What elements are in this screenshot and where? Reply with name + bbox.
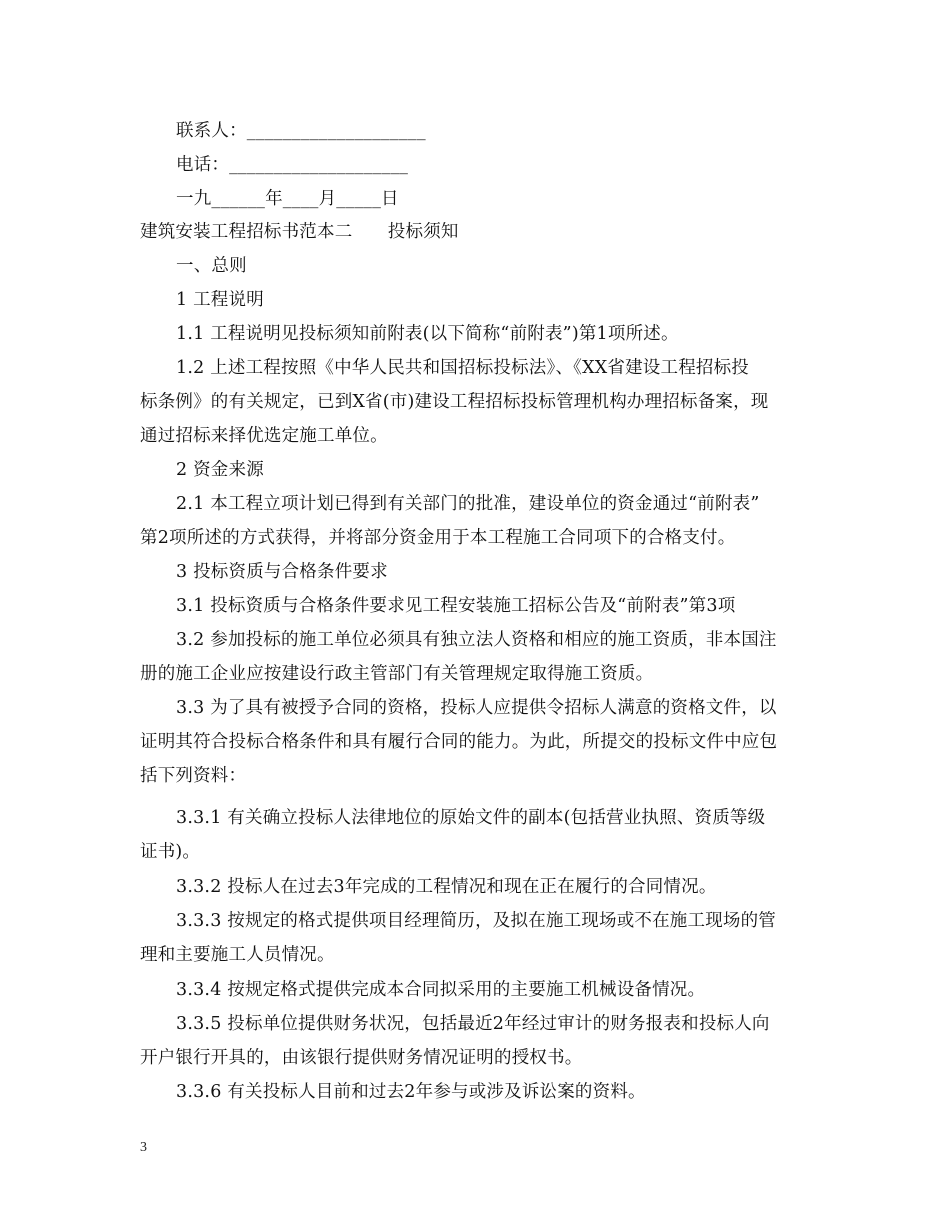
paragraph-3-3-3-line1: 3.3.3 按规定的格式提供项目经理简历，及拟在施工现场或不在施工现场的管 <box>176 911 776 931</box>
paragraph-3-3-5-line1: 3.3.5 投标单位提供财务状况，包括最近2年经过审计的财务报表和投标人向 <box>176 1014 770 1034</box>
subsection-heading-1: 1 工程说明 <box>176 290 264 310</box>
page-number: 3 <box>140 1140 147 1155</box>
paragraph-3-3-line3: 括下列资料： <box>140 766 247 786</box>
paragraph-1-2-line2: 标条例》的有关规定，已到X省(市)建设工程招标投标管理机构办理招标备案，现 <box>140 392 769 412</box>
contact-line: 联系人：____________________ <box>176 121 426 141</box>
paragraph-3-3-5-line2: 开户银行开具的，由该银行提供财务情况证明的授权书。 <box>140 1048 583 1068</box>
paragraph-3-3-6: 3.3.6 有关投标人目前和过去2年参与或涉及诉讼案的资料。 <box>176 1082 646 1102</box>
paragraph-2-1-line2: 第2项所述的方式获得，并将部分资金用于本工程施工合同项下的合格支付。 <box>140 528 736 548</box>
subsection-heading-3: 3 投标资质与合格条件要求 <box>176 562 388 582</box>
document-heading: 建筑安装工程招标书范本二 投标须知 <box>140 222 459 242</box>
paragraph-3-2-line2: 册的施工企业应按建设行政主管部门有关管理规定取得施工资质。 <box>140 664 654 684</box>
paragraph-1-1: 1.1 工程说明见投标须知前附表(以下简称“前附表”)第1项所述。 <box>176 324 679 344</box>
paragraph-3-2-line1: 3.2 参加投标的施工单位必须具有独立法人资格和相应的施工资质，非本国注 <box>176 630 777 650</box>
paragraph-3-3-line1: 3.3 为了具有被授予合同的资格，投标人应提供令招标人满意的资格文件，以 <box>176 698 777 718</box>
paragraph-3-3-2: 3.3.2 投标人在过去3年完成的工程情况和现在正在履行的合同情况。 <box>176 877 717 897</box>
phone-line: 电话：____________________ <box>176 155 409 175</box>
paragraph-3-3-3-line2: 理和主要施工人员情况。 <box>140 945 335 965</box>
paragraph-1-2-line1: 1.2 上述工程按照《中华人民共和国招标投标法》、《XX省建设工程招标投 <box>176 358 750 378</box>
paragraph-1-2-line3: 通过招标来择优选定施工单位。 <box>140 426 388 446</box>
paragraph-3-3-4: 3.3.4 按规定格式提供完成本合同拟采用的主要施工机械设备情况。 <box>176 980 706 1000</box>
paragraph-3-3-1-line2: 证书)。 <box>140 842 201 862</box>
section-heading-general: 一、总则 <box>176 256 247 276</box>
subsection-heading-2: 2 资金来源 <box>176 460 264 480</box>
paragraph-3-1: 3.1 投标资质与合格条件要求见工程安装施工招标公告及“前附表”第3项 <box>176 596 736 616</box>
paragraph-3-3-1-line1: 3.3.1 有关确立投标人法律地位的原始文件的副本(包括营业执照、资质等级 <box>176 808 766 828</box>
paragraph-3-3-line2: 证明其符合投标合格条件和具有履行合同的能力。为此，所提交的投标文件中应包 <box>140 732 778 752</box>
paragraph-2-1-line1: 2.1 本工程立项计划已得到有关部门的批准，建设单位的资金通过“前附表” <box>176 494 760 514</box>
date-line: 一九______年____月_____日 <box>176 189 399 209</box>
